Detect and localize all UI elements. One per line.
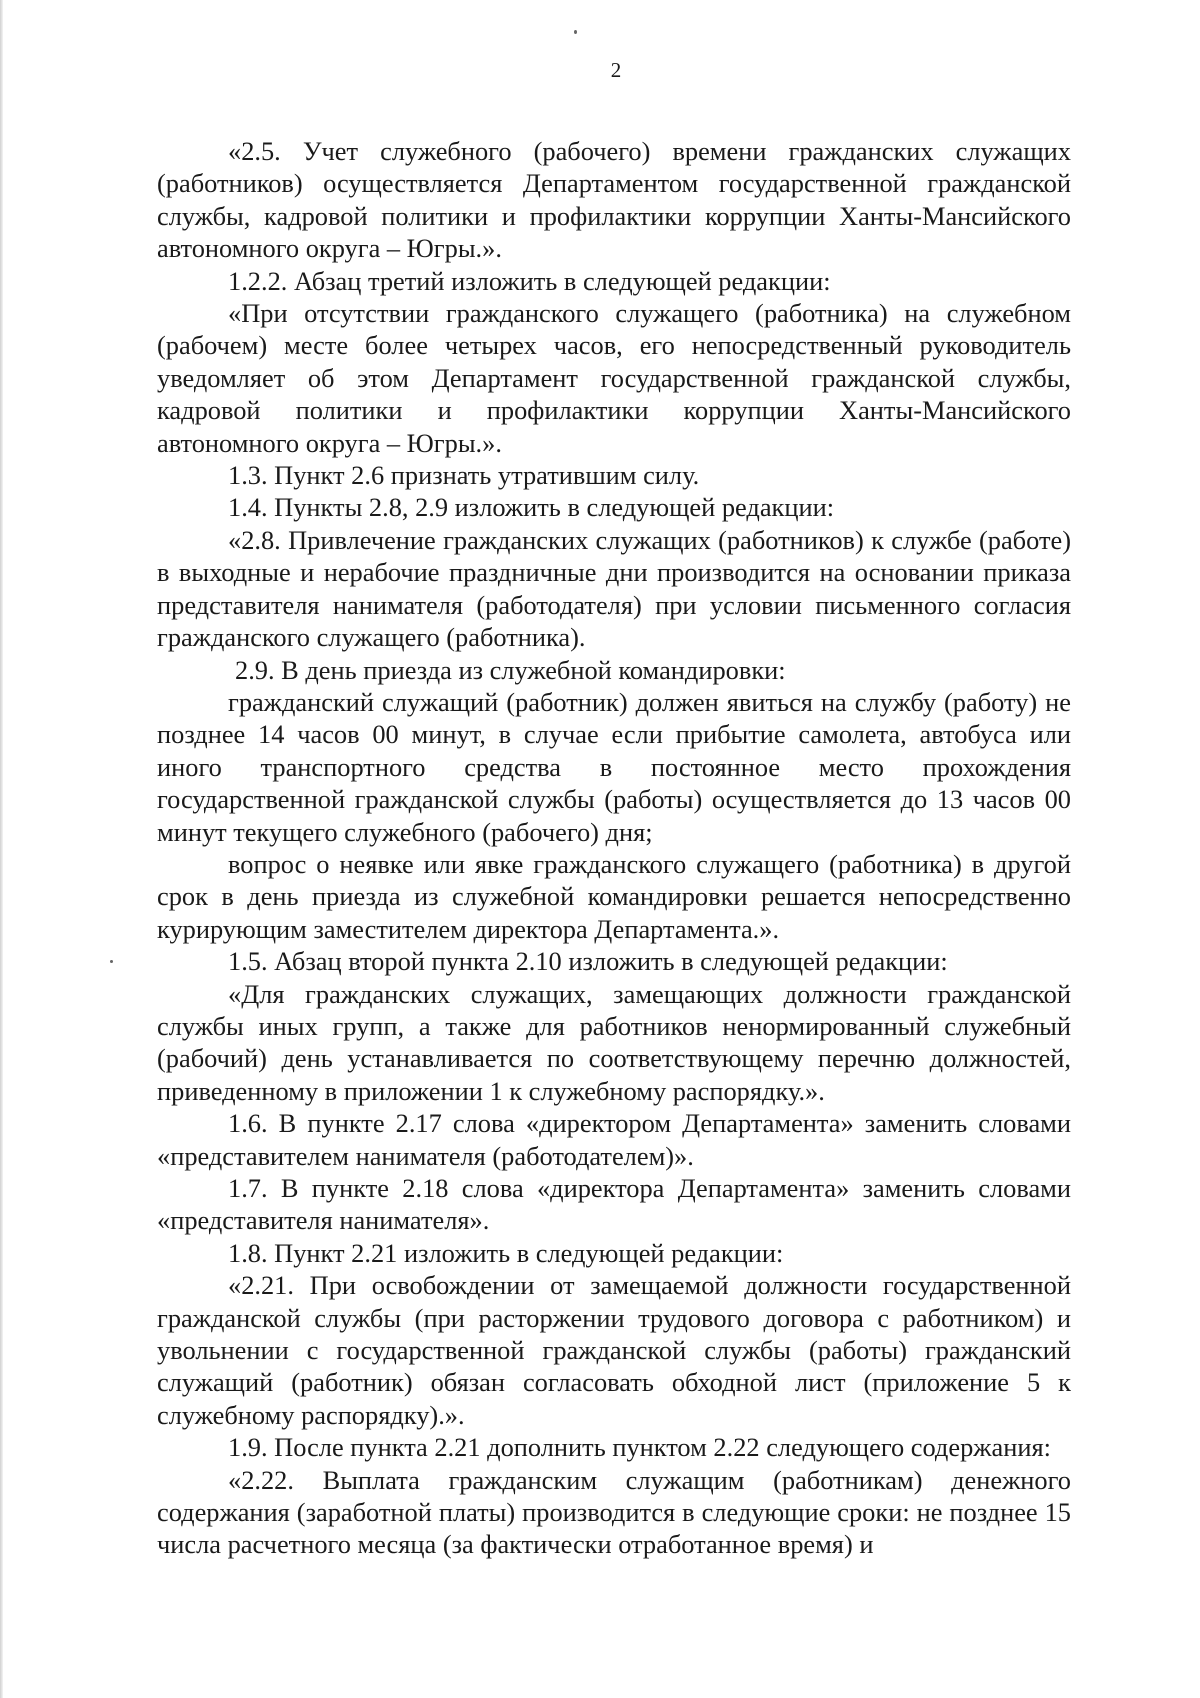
paragraph: 1.2.2. Абзац третий изложить в следующей редакции:: [228, 265, 831, 296]
paragraph: 2.9. В день приезда из служебной командировки:: [235, 654, 786, 685]
paragraph: 1.8. Пункт 2.21 изложить в следующей редакции:: [228, 1237, 784, 1268]
document-body: [157, 135, 1071, 1561]
paragraph: «При отсутствии гражданского служащего (работника) на служебном (рабочем) месте более четырех часов, его непосредственный руководитель уведомляет об этом Департамент государственной гражданской службы, кадровой политики и профилактики коррупции Ханты-Мансийского автономного округа – Югры.».: [157, 298, 1071, 458]
paragraph: «Для гражданских служащих, замещающих должности гражданской службы иных групп, а также для работников ненормированный служебный (рабочий) день устанавливается по соответствующему перечню должностей, приведенному в приложении 1 к служебному распорядку.».: [157, 978, 1071, 1106]
paragraph: «2.5. Учет служебного (рабочего) времени гражданских служащих (работников) осуществляется Департаментом государственной гражданской службы, кадровой политики и профилактики коррупции Ханты-Мансийского автономного округа – Югры.».: [157, 136, 1071, 264]
scan-speck: [574, 30, 577, 34]
paragraph: 1.5. Абзац второй пункта 2.10 изложить в следующей редакции:: [228, 946, 948, 977]
paragraph: «2.22. Выплата гражданским служащим (работникам) денежного содержания (заработной платы) производится в следующие сроки: не позднее 15 числа расчетного месяца (за фактически отработанное время) и: [157, 1464, 1071, 1560]
paragraph: «2.21. При освобождении от замещаемой должности государственной гражданской службы (при расторжении трудового договора с работником) и увольнении с государственной гражданской службы (работы) гражданский служащий (работник) обязан согласовать обходной лист (приложение 5 к служебному распорядку).».: [157, 1270, 1071, 1430]
paragraph: вопрос о неявке или явке гражданского служащего (работника) в другой срок в день приезда из служебной командировки решается непосредственно курирующим заместителем директора Департамента.».: [157, 848, 1071, 944]
scan-speck: [110, 960, 113, 963]
paragraph: гражданский служащий (работник) должен явиться на службу (работу) не позднее 14 часов 00 минут, в случае если прибытие самолета, автобуса или иного транспортного средства в постоянное место прохождения государственной гражданской службы (работы) осуществляется до 13 часов 00 минут текущего служебного (рабочего) дня;: [157, 686, 1071, 847]
paragraph: 1.9. После пункта 2.21 дополнить пунктом 2.22 следующего содержания:: [228, 1432, 1051, 1463]
page-number: 2: [610, 58, 622, 82]
paragraph: 1.3. Пункт 2.6 признать утратившим силу.: [228, 460, 700, 491]
paragraph: 1.4. Пункты 2.8, 2.9 изложить в следующей редакции:: [228, 492, 835, 523]
scan-edge: [0, 0, 3, 1698]
paragraph: «2.8. Привлечение гражданских служащих (работников) к службе (работе) в выходные и нерабочие праздничные дни производится на основании приказа представителя нанимателя (работодателя) при условии письменного согласия гражданского служащего (работника).: [157, 524, 1071, 653]
paragraph: 1.7. В пункте 2.18 слова «директора Департамента» заменить словами «представителя нанимателя».: [157, 1173, 1071, 1236]
paragraph: 1.6. В пункте 2.17 слова «директором Департамента» заменить словами «представителем нанимателя (работодателем)».: [157, 1108, 1071, 1171]
